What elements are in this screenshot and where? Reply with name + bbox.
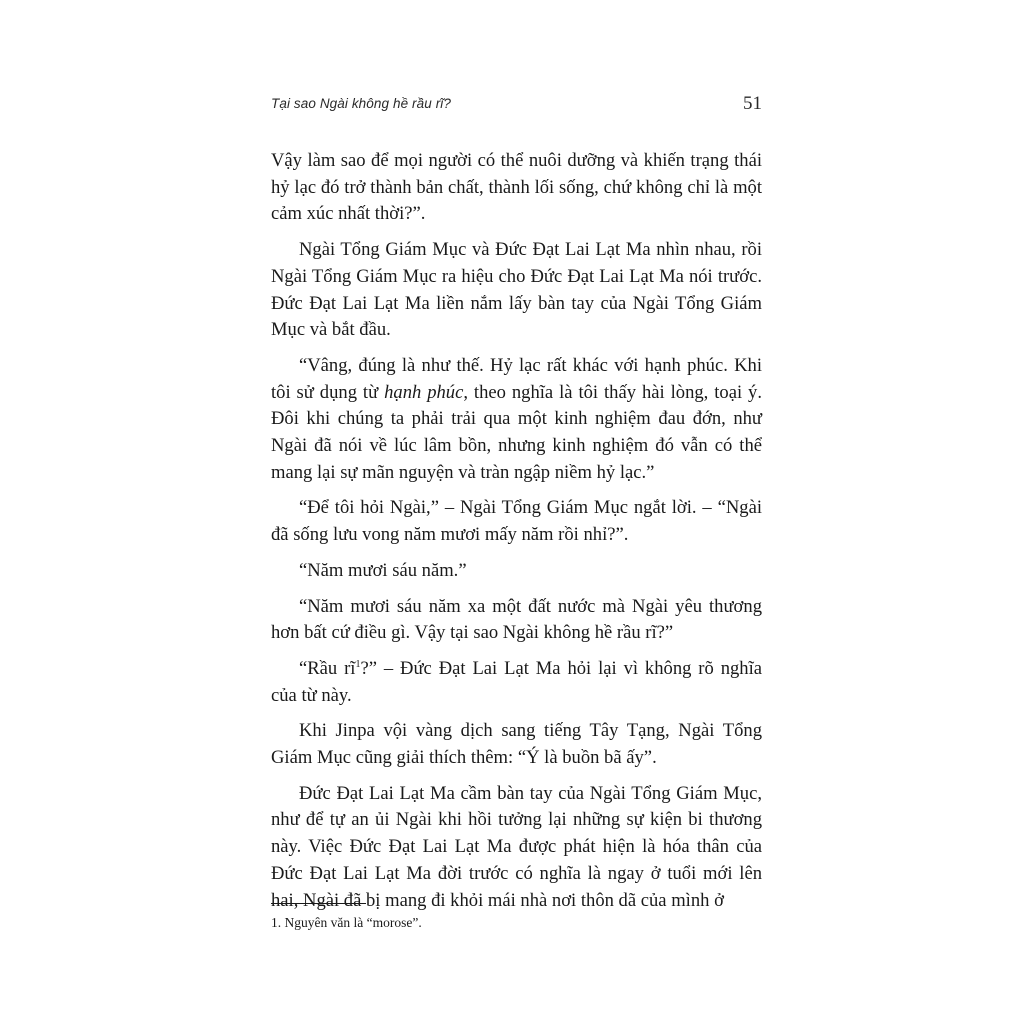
paragraph-4: “Để tôi hỏi Ngài,” – Ngài Tổng Giám Mục ngắt lời. – “Ngài đã sống lưu vong năm mươi mấy năm rồi nhỉ?”. [271, 497, 762, 546]
italic-term: hạnh phúc [384, 381, 464, 403]
body-text [271, 148, 762, 923]
paragraph-7-end: ?” – Đức Đạt Lai Lạt Ma hỏi lại vì không rõ nghĩa của từ này. [271, 657, 762, 706]
paragraph-3 [271, 353, 762, 487]
paragraph-2: Ngài Tổng Giám Mục và Đức Đạt Lai Lạt Ma nhìn nhau, rồi Ngài Tổng Giám Mục ra hiệu cho Đức Đạt Lai Lạt Ma nói trước. Đức Đạt Lai Lạt Ma liền nắm lấy bàn tay của Ngài Tổng Giám Mục và bắt đầu. [271, 239, 762, 341]
paragraph-3-end: , theo nghĩa là tôi thấy hài lòng, toại ý. Đôi khi chúng ta phải trải qua một kinh nghiệm đau đớn, như Ngài đã nói về lúc lâm bồn, nhưng kinh nghiệm đó vẫn có thể mang lại sự mãn nguyện và tràn ngập niềm hỷ lạc.” [271, 381, 762, 483]
page-number: 51 [743, 93, 762, 114]
paragraph-9: Đức Đạt Lai Lạt Ma cầm bàn tay của Ngài Tổng Giám Mục, như để tự an ủi Ngài khi hồi tưởng lại những sự kiện bi thương này. Việc Đức Đạt Lai Lạt Ma được phát hiện là hóa thân của Đức Đạt Lai Lạt Ma đời trước có nghĩa là ngay ở tuổi mới lên hai, Ngài đã bị mang đi khỏi mái nhà nơi thôn dã của mình ở [271, 782, 762, 911]
footnote-divider [271, 903, 366, 904]
running-title: Tại sao Ngài không hề rầu rĩ? [271, 96, 452, 111]
paragraph-7-start: “Rầu rĩ [299, 657, 356, 679]
footnote: 1. Nguyên văn là “morose”. [271, 915, 422, 930]
paragraph-5: “Năm mươi sáu năm.” [299, 559, 467, 581]
paragraph-1: Vậy làm sao để mọi người có thể nuôi dưỡng và khiến trạng thái hỷ lạc đó trở thành bản chất, thành lối sống, chứ không chỉ là một cảm xúc nhất thời?”. [271, 150, 762, 225]
paragraph-3-start: “Vâng, đúng là như thế. Hỷ lạc rất khác với hạnh phúc. Khi tôi sử dụng từ [271, 354, 762, 403]
paragraph-8: Khi Jinpa vội vàng dịch sang tiếng Tây Tạng, Ngài Tổng Giám Mục cũng giải thích thêm: “Ý là buồn bã ấy”. [271, 720, 762, 769]
paragraph-6: “Năm mươi sáu năm xa một đất nước mà Ngài yêu thương hơn bất cứ điều gì. Vậy tại sao Ngài không hề rầu rĩ?” [271, 595, 762, 644]
footnote-marker: 1 [355, 658, 361, 670]
paragraph-7 [271, 656, 762, 709]
